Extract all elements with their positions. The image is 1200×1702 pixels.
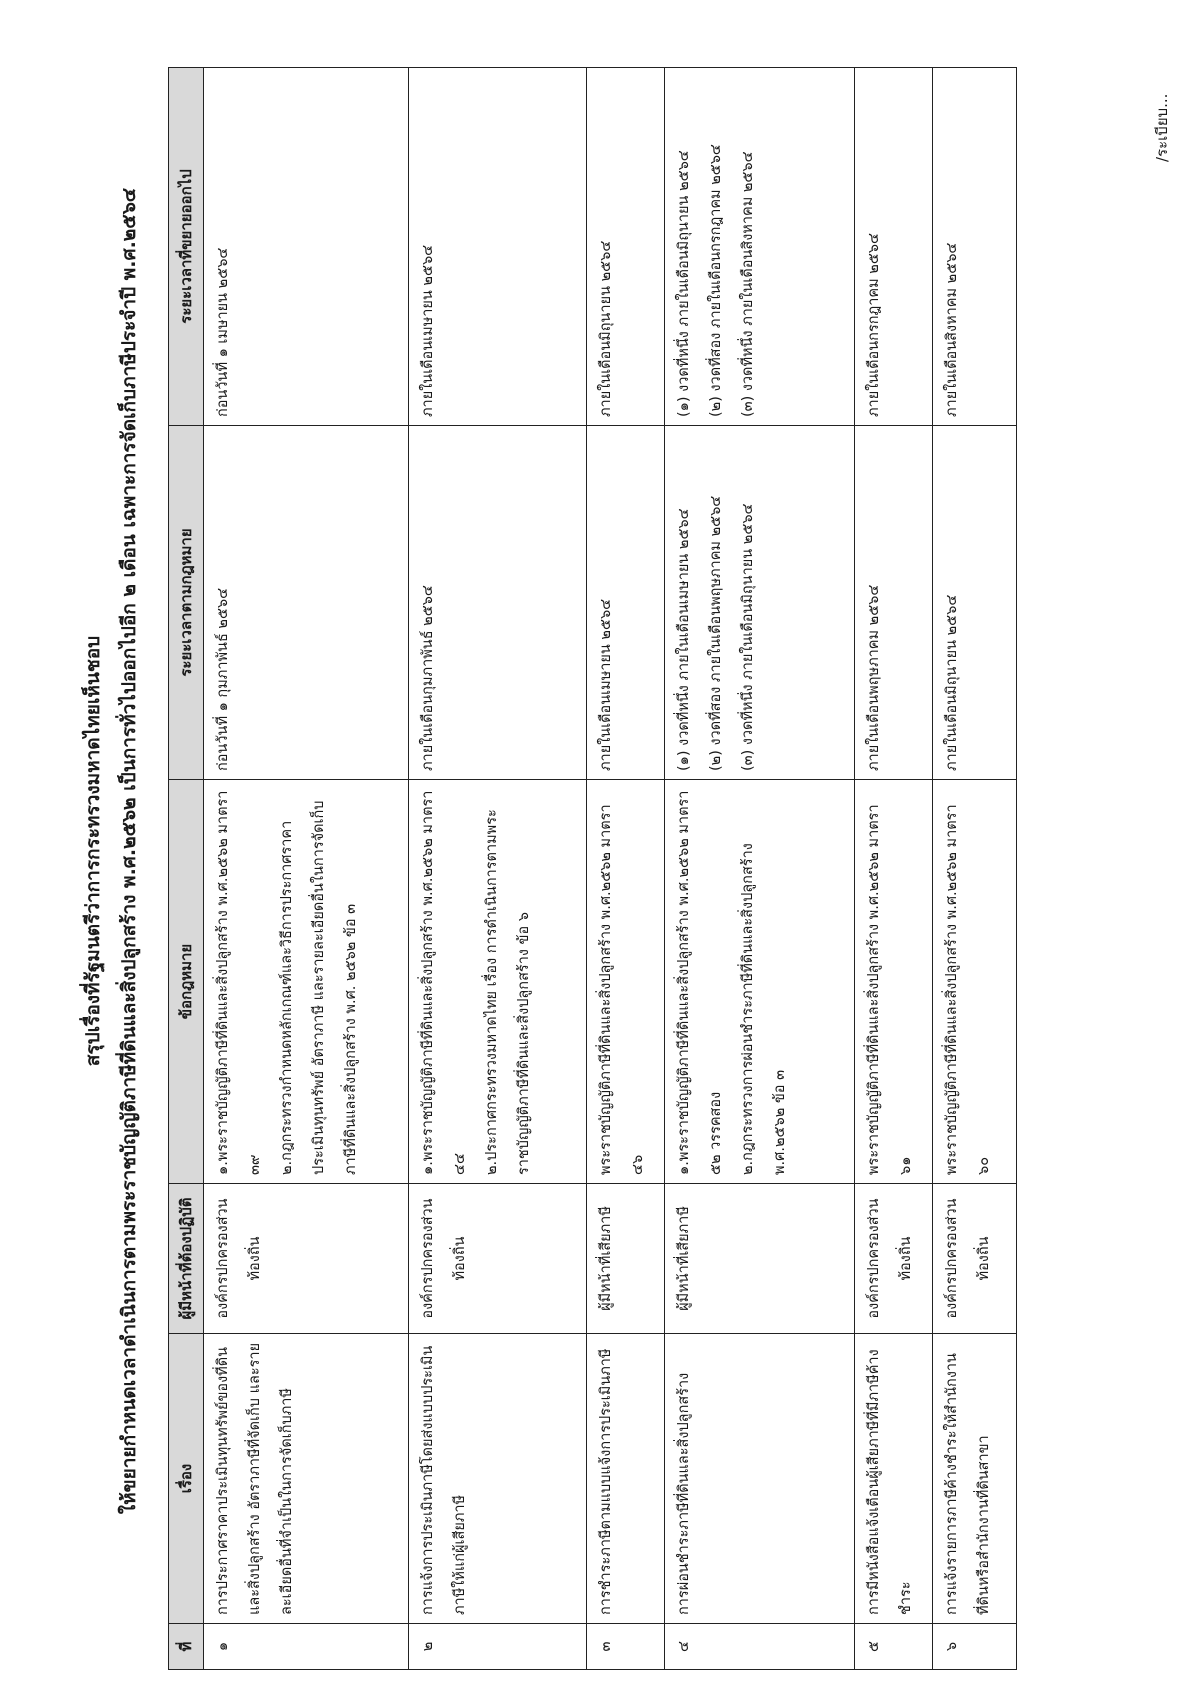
deadline-item: ภายในเดือนเมษายน ๒๕๖๔ (598, 598, 614, 771)
law-item: ๑.พระราชบัญญัติภาษีที่ดินและสิ่งปลูกสร้าง พ.ศ.๒๕๖๒ มาตรา ๔๔ (420, 790, 468, 1175)
table-row (855, 68, 933, 1670)
cell-legal-deadline (587, 426, 665, 780)
deadline-item: ภายในเดือนมิถุนายน ๒๕๖๔ (598, 240, 614, 417)
law-item: พระราชบัญญัติภาษีที่ดินและสิ่งปลูกสร้าง พ.ศ.๒๕๖๒ มาตรา ๖๐ (944, 804, 992, 1175)
cell-responsible: องค์กรปกครองส่วนท้องถิ่น (204, 1184, 409, 1334)
table-header-row (169, 68, 204, 1670)
cell-responsible: ผู้มีหน้าที่เสียภาษี (587, 1184, 665, 1334)
cell-no: ๖ (933, 1624, 1017, 1670)
header-legal-deadline: ระยะเวลาตามกฎหมาย (169, 426, 204, 780)
law-item: พระราชบัญญัติภาษีที่ดินและสิ่งปลูกสร้าง พ.ศ.๒๕๖๒ มาตรา ๖๑ (866, 804, 914, 1175)
cell-law (587, 780, 665, 1184)
law-item: พระราชบัญญัติภาษีที่ดินและสิ่งปลูกสร้าง พ.ศ.๒๕๖๒ มาตรา ๔๖ (598, 804, 646, 1175)
continuation-note: /ระเบียบ... (1153, 93, 1171, 162)
deadline-item: ภายในเดือนกุมภาพันธ์ ๒๕๖๔ (420, 585, 436, 771)
deadline-item: (๑) งวดที่หนึ่ง ภายในเดือนเมษายน ๒๕๖๔ (676, 508, 692, 771)
deadline-item: ภายในเดือนสิงหาคม ๒๕๖๔ (944, 242, 960, 417)
deadline-item: (๒) งวดที่สอง ภายในเดือนพฤษภาคม ๒๕๖๔ (708, 495, 724, 771)
law-item: ๒.ประกาศกระทรวงมหาดไทย เรื่อง การดำเนินการตามพระราชบัญญัติภาษีที่ดินและสิ่งปลูกสร้าง ข้อ ๖ (484, 809, 532, 1175)
cell-issue: การมีหนังสือแจ้งเตือนผู้เสียภาษีที่มีภาษีค้างชำระ (855, 1334, 933, 1624)
table-row (587, 68, 665, 1670)
cell-responsible: องค์กรปกครองส่วนท้องถิ่น (409, 1184, 587, 1334)
header-responsible: ผู้มีหน้าที่ต้องปฏิบัติ (169, 1184, 204, 1334)
deadline-item: (๓) งวดที่หนึ่ง ภายในเดือนมิถุนายน ๒๕๖๔ (740, 503, 756, 771)
law-item: ๒.กฎกระทรวงกำหนดหลักเกณฑ์และวิธีการประกาศราคาประเมินทุนทรัพย์ อัตราภาษี และรายละเอียดอื่นในการจัดเก็บภาษีที่ดินและสิ่งปลูกสร้าง พ.ศ. ๒๕๖๒ ข้อ ๓ (279, 800, 359, 1175)
cell-responsible: องค์กรปกครองส่วนท้องถิ่น (933, 1184, 1017, 1334)
cell-extended-deadline (204, 68, 409, 426)
cell-no: ๑ (204, 1624, 409, 1670)
deadline-item: (๓) งวดที่หนึ่ง ภายในเดือนสิงหาคม ๒๕๖๔ (740, 151, 756, 417)
cell-legal-deadline (204, 426, 409, 780)
cell-extended-deadline (409, 68, 587, 426)
cell-no: ๔ (665, 1624, 855, 1670)
cell-extended-deadline (855, 68, 933, 426)
deadline-item: ภายในเดือนมิถุนายน ๒๕๖๔ (944, 594, 960, 771)
law-item: ๑.พระราชบัญญัติภาษีที่ดินและสิ่งปลูกสร้าง พ.ศ.๒๕๖๒ มาตรา ๓๙ (215, 790, 263, 1175)
cell-issue: การชำระภาษีตามแบบแจ้งการประเมินภาษี (587, 1334, 665, 1624)
cell-no: ๒ (409, 1624, 587, 1670)
cell-law (933, 780, 1017, 1184)
cell-no: ๕ (855, 1624, 933, 1670)
cell-responsible: ผู้มีหน้าที่เสียภาษี (665, 1184, 855, 1334)
header-issue: เรื่อง (169, 1334, 204, 1624)
cell-law (855, 780, 933, 1184)
cell-extended-deadline (587, 68, 665, 426)
document-title: สรุปเรื่องที่รัฐมนตรีว่าการกระทรวงมหาดไทยเห็นชอบ (82, 635, 104, 1067)
table-row (204, 68, 409, 1670)
cell-law (409, 780, 587, 1184)
deadline-item: (๑) งวดที่หนึ่ง ภายในเดือนมิถุนายน ๒๕๖๔ (676, 150, 692, 417)
deadline-item: (๒) งวดที่สอง ภายในเดือนกรกฎาคม ๒๕๖๔ (708, 144, 724, 417)
schedule-table (168, 67, 1017, 1670)
deadline-item: ภายในเดือนเมษายน ๒๕๖๔ (420, 244, 436, 417)
cell-issue: การประกาศราคาประเมินทุนทรัพย์ของที่ดินและสิ่งปลูกสร้าง อัตราภาษีที่จัดเก็บ และรายละเอียดอื่นที่จำเป็นในการจัดเก็บภาษี (204, 1334, 409, 1624)
cell-legal-deadline (933, 426, 1017, 780)
cell-legal-deadline (409, 426, 587, 780)
document-subtitle: ให้ขยายกำหนดเวลาดำเนินการตามพระราชบัญญัติภาษีที่ดินและสิ่งปลูกสร้าง พ.ศ.๒๕๖๒ เป็นการทั่วไปออกไปอีก ๒ เดือน เฉพาะการจัดเก็บภาษีประจำปี พ.ศ.๒๕๖๔ (118, 187, 140, 1515)
cell-law (665, 780, 855, 1184)
deadline-item: ก่อนวันที่ ๑ กุมภาพันธ์ ๒๕๖๔ (215, 587, 231, 771)
cell-extended-deadline (665, 68, 855, 426)
cell-issue: การแจ้งการประเมินภาษีโดยส่งแบบประเมินภาษีให้แก่ผู้เสียภาษี (409, 1334, 587, 1624)
header-extended-deadline: ระยะเวลาที่ขยายออกไป (169, 68, 204, 426)
deadline-item: ภายในเดือนกรกฎาคม ๒๕๖๔ (866, 233, 882, 417)
cell-legal-deadline (855, 426, 933, 780)
header-no: ที่ (169, 1624, 204, 1670)
law-item: ๑.พระราชบัญญัติภาษีที่ดินและสิ่งปลูกสร้าง พ.ศ.๒๕๖๒ มาตรา ๕๒ วรรคสอง (676, 790, 724, 1175)
deadline-item: ภายในเดือนพฤษภาคม ๒๕๖๔ (866, 584, 882, 771)
table-row (409, 68, 587, 1670)
cell-legal-deadline (665, 426, 855, 780)
header-law: ข้อกฎหมาย (169, 780, 204, 1184)
cell-extended-deadline (933, 68, 1017, 426)
cell-no: ๓ (587, 1624, 665, 1670)
cell-issue: การแจ้งรายการภาษีค้างชำระให้สำนักงานที่ดินหรือสำนักงานที่ดินสาขา (933, 1334, 1017, 1624)
cell-responsible: องค์กรปกครองส่วนท้องถิ่น (855, 1184, 933, 1334)
table-row (665, 68, 855, 1670)
deadline-item: ก่อนวันที่ ๑ เมษายน ๒๕๖๔ (215, 247, 231, 417)
law-item: ๒.กฎกระทรวงการผ่อนชำระภาษีที่ดินและสิ่งปลูกสร้าง พ.ศ.๒๕๖๒ ข้อ ๓ (740, 843, 788, 1175)
cell-issue: การผ่อนชำระภาษีที่ดินและสิ่งปลูกสร้าง (665, 1334, 855, 1624)
table-row (933, 68, 1017, 1670)
cell-law (204, 780, 409, 1184)
